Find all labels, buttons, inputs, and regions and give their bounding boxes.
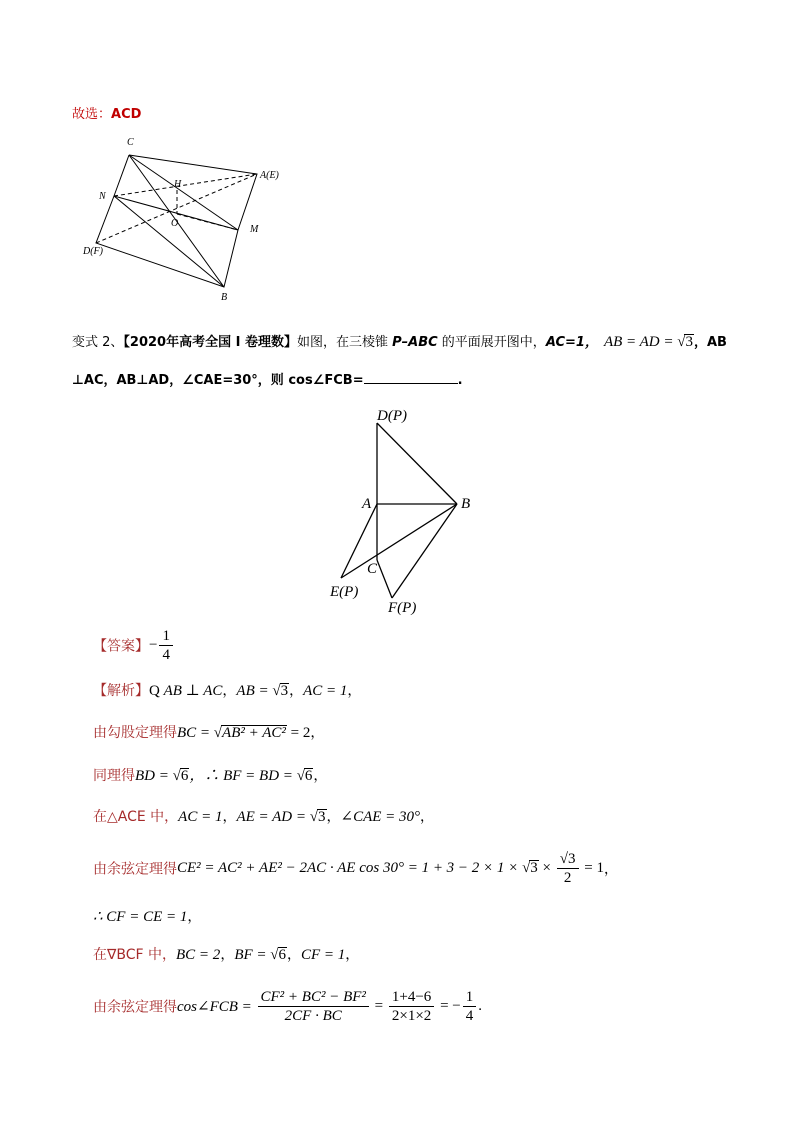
analysis-l4-a: AC = 1 bbox=[178, 809, 223, 825]
analysis-l7-a: BC = 2 bbox=[176, 947, 221, 963]
analysis-l8-cos: cos∠FCB = bbox=[177, 999, 256, 1015]
fig1-label-b: B bbox=[221, 292, 228, 303]
analysis-l5-den: 2 bbox=[563, 870, 572, 886]
analysis-l7-end: ， bbox=[345, 947, 360, 963]
analysis-l7-b: BF = bbox=[234, 947, 271, 963]
previous-answer-label: 故选： bbox=[72, 107, 112, 122]
analysis-line-7: 在∇BCF 中，BC = 2，BF = √6，CF = 1， bbox=[93, 947, 360, 963]
problem-line-2 bbox=[72, 369, 463, 388]
answer-row bbox=[93, 627, 175, 664]
fig1-label-c: C bbox=[127, 137, 134, 148]
analysis-l1-end: ， bbox=[347, 683, 362, 699]
analysis-l5-num: √3 bbox=[557, 850, 579, 869]
analysis-line-5: 由余弦定理得CE² = AC² + AE² − 2AC · AE cos 30° = 1 + 3 − 2 × 1 × √3 × $\frac{√3}{2}$ = 1， bbox=[93, 851, 618, 886]
analysis-l3-sqrt: 6 bbox=[180, 768, 189, 784]
analysis-l8-num: CF² + BC² − BF² bbox=[258, 988, 369, 1007]
figure-net-diagram bbox=[0, 395, 794, 625]
analysis-l1-a: AB ⊥ AC bbox=[163, 683, 223, 699]
analysis-line-6 bbox=[93, 906, 201, 926]
fig2-label-ep: E(P) bbox=[330, 584, 359, 600]
analysis-l8-den2: 2×1×2 bbox=[391, 1008, 432, 1024]
problem-tag: 变式 2、 bbox=[72, 335, 124, 350]
analysis-l4-sep2: ， bbox=[326, 809, 341, 825]
fig1-label-ae: A(E) bbox=[260, 170, 279, 181]
fig1-label-n: N bbox=[99, 191, 106, 202]
analysis-l8-fraction-3 bbox=[463, 988, 477, 1025]
previous-answer-value: ACD bbox=[111, 107, 142, 122]
fig1-dash-na bbox=[114, 174, 257, 196]
analysis-l2-sqrt: AB² + AC² bbox=[222, 725, 286, 741]
analysis-l1-c: AC = 1 bbox=[303, 683, 348, 699]
analysis-l5-text: 由余弦定理得 bbox=[93, 861, 177, 878]
analysis-line-3: 同理得BD = √6，∴ BF = BD = √6， bbox=[93, 768, 328, 784]
problem-text-2: 的平面展开图中， bbox=[437, 335, 546, 350]
answer-sign: − bbox=[149, 637, 158, 653]
fig1-label-m: M bbox=[250, 224, 259, 235]
analysis-l3-sqrt2: 6 bbox=[304, 768, 313, 784]
analysis-line-8 bbox=[93, 988, 482, 1025]
analysis-l8-num3: 1 bbox=[463, 988, 477, 1007]
analysis-line-4: 在△ACE 中，AC = 1，AE = AD = √3，∠CAE = 30°， bbox=[93, 809, 435, 825]
analysis-l1-sqrt: 3 bbox=[280, 683, 289, 699]
analysis-l7-text: 在∇BCF 中， bbox=[93, 947, 177, 963]
analysis-line-1: 【解析】Q AB ⊥ AC，AB = √3，AC = 1， bbox=[93, 683, 362, 699]
analysis-l1-pre: Q bbox=[149, 683, 164, 699]
problem-text-1: 如图，在三棱锥 bbox=[296, 335, 393, 350]
analysis-l5-times: × bbox=[538, 860, 555, 876]
analysis-l4-b: AE = AD = bbox=[236, 809, 310, 825]
analysis-l1-b: AB = bbox=[236, 683, 273, 699]
analysis-l1-sep1: ， bbox=[222, 683, 237, 699]
analysis-l7-sep2: ， bbox=[287, 947, 301, 963]
analysis-l5-sqrt: 3 bbox=[530, 860, 538, 877]
analysis-l7-c: CF = 1 bbox=[301, 947, 346, 963]
analysis-l4-text: 在△ACE 中， bbox=[93, 809, 179, 825]
analysis-l8-eq2: = − bbox=[436, 998, 461, 1014]
analysis-l5-fraction bbox=[557, 850, 579, 887]
fig2-label-fp: F(P) bbox=[388, 600, 417, 616]
fig2-edge-fb bbox=[392, 504, 457, 598]
analysis-l4-sep1: ， bbox=[222, 809, 237, 825]
analysis-l3-text: 同理得 bbox=[93, 768, 135, 784]
fig2-label-c: C bbox=[367, 561, 378, 577]
analysis-line-2: 由勾股定理得BC = √AB² + AC² = 2， bbox=[93, 725, 325, 741]
analysis-l2-end: ， bbox=[310, 725, 325, 741]
problem-ac1: AC=1， bbox=[545, 335, 598, 350]
analysis-label: 【解析】 bbox=[93, 683, 149, 699]
analysis-l8-text: 由余弦定理得 bbox=[93, 999, 177, 1016]
analysis-l2-tail: = 2 bbox=[286, 725, 311, 741]
problem-tail-1: ，AB bbox=[693, 335, 727, 350]
analysis-l3-end: ， bbox=[313, 768, 328, 784]
analysis-l4-sqrt: 3 bbox=[318, 809, 326, 825]
problem-sqrt3: 3 bbox=[685, 334, 693, 350]
fig1-edge-cm bbox=[129, 155, 238, 230]
answer-label: 【答案】 bbox=[93, 638, 149, 655]
problem-source: 【2020年高考全国 I 卷理数】 bbox=[123, 335, 297, 350]
fig2-label-dp: D(P) bbox=[377, 408, 407, 424]
fig1-label-h: H bbox=[174, 179, 182, 190]
problem-line-1: 变式 2、【2020年高考全国 I 卷理数】如图，在三棱锥 P–ABC 的平面展开图中，AC=1， AB = AD = √3，AB bbox=[72, 334, 727, 350]
analysis-l4-end: ， bbox=[420, 809, 435, 825]
analysis-l1-sep2: ， bbox=[289, 683, 304, 699]
fig2-edge-db bbox=[377, 423, 457, 504]
answer-denominator: 4 bbox=[162, 647, 170, 663]
problem-period: . bbox=[457, 373, 463, 388]
fig1-label-df: D(F) bbox=[83, 246, 103, 257]
analysis-l8-end: . bbox=[478, 998, 482, 1014]
analysis-l8-den3: 4 bbox=[465, 1008, 474, 1024]
analysis-l3-math: BD = bbox=[135, 768, 173, 784]
analysis-l5-tail: = 1 bbox=[580, 860, 604, 876]
analysis-l5-math: CE² = AC² + AE² − 2AC · AE cos 30° = 1 + 3 − 2 × 1 × bbox=[177, 860, 523, 876]
figure-prism-diagram bbox=[0, 0, 794, 310]
fig1-edge-nb bbox=[114, 196, 224, 287]
analysis-l8-den: 2CF · BC bbox=[284, 1008, 342, 1024]
analysis-l2-math: BC = bbox=[177, 725, 214, 741]
answer-blank bbox=[364, 371, 458, 384]
fig2-label-b: B bbox=[461, 496, 471, 512]
fig1-label-o: O bbox=[171, 218, 179, 229]
problem-pabc: P–ABC bbox=[392, 335, 438, 350]
analysis-l8-fraction-1 bbox=[258, 988, 369, 1025]
analysis-l8-num2: 1+4−6 bbox=[389, 988, 434, 1007]
analysis-l7-sqrt: 6 bbox=[278, 947, 286, 963]
analysis-l3-mid: ，∴ BF = BD = bbox=[189, 768, 297, 784]
analysis-l7-sep1: ， bbox=[220, 947, 235, 963]
analysis-l6-math: ∴ CF = CE = 1 bbox=[93, 909, 188, 925]
answer-fraction bbox=[159, 627, 173, 664]
fig2-edge-cf bbox=[377, 560, 392, 598]
problem-line-2-text: ⊥AC，AB⊥AD，∠CAE=30°，则 cos∠FCB= bbox=[72, 373, 364, 388]
analysis-l8-eq: = bbox=[370, 998, 387, 1014]
analysis-l8-fraction-2 bbox=[389, 988, 434, 1025]
analysis-l2-text: 由勾股定理得 bbox=[93, 725, 177, 741]
answer-numerator: 1 bbox=[159, 627, 173, 646]
fig2-label-a: A bbox=[362, 496, 372, 512]
analysis-l4-c: ∠CAE = 30° bbox=[340, 809, 421, 825]
analysis-l5-end: ， bbox=[603, 861, 618, 878]
analysis-l6-end: ， bbox=[187, 909, 202, 925]
problem-ab-ad: AB = AD = bbox=[603, 334, 678, 350]
